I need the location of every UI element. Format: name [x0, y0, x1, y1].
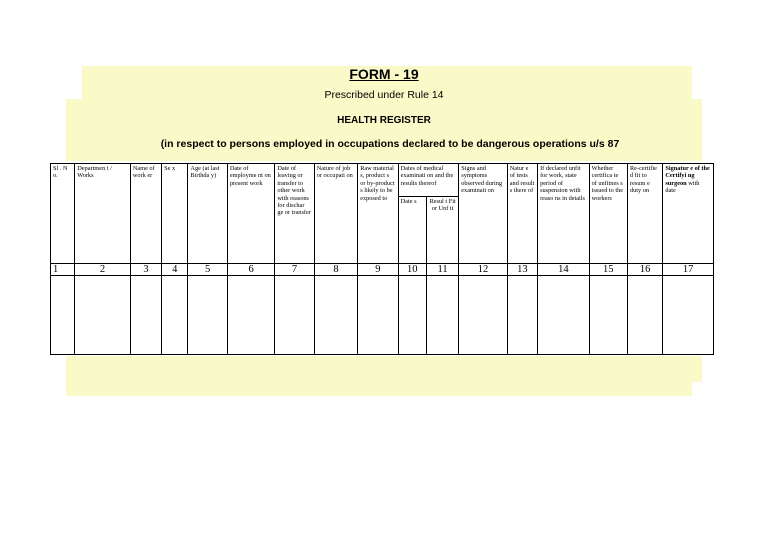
health-register-table [50, 163, 714, 355]
col-header-department: Departmen t / Works [75, 164, 131, 264]
band-bottom [66, 356, 702, 382]
col-header-age: Age (at last Birthda y) [188, 164, 227, 264]
col-number: 16 [627, 264, 662, 276]
col-number: 15 [589, 264, 627, 276]
entry-cell[interactable] [507, 276, 537, 355]
column-number-row [51, 264, 714, 276]
form-subtitle: Prescribed under Rule 14 [324, 89, 444, 101]
col-number: 9 [358, 264, 398, 276]
register-heading: HEALTH REGISTER [337, 115, 431, 126]
entry-row [51, 276, 714, 355]
entry-cell[interactable] [627, 276, 662, 355]
col-header-sex: Se x [162, 164, 188, 264]
col-number: 8 [314, 264, 357, 276]
col-number: 11 [426, 264, 458, 276]
signature-date-label: with date [665, 179, 700, 195]
col-header-dates-medical: Dates of medical examinati on and the results thereof [398, 164, 459, 197]
entry-cell[interactable] [314, 276, 357, 355]
entry-cell[interactable] [358, 276, 398, 355]
entry-cell[interactable] [426, 276, 458, 355]
col-number: 12 [459, 264, 508, 276]
header-row [51, 164, 714, 197]
col-number: 10 [398, 264, 426, 276]
band-middle [66, 99, 702, 161]
col-header-name: Name of work er [130, 164, 161, 264]
col-subheader-dates: Date s [398, 197, 426, 264]
col-number: 6 [227, 264, 275, 276]
col-header-certificate-unfitness: Whether certifica te of unfitnes s issued to the workers [589, 164, 627, 264]
entry-cell[interactable] [398, 276, 426, 355]
col-header-recertified: Re-certifie d fit to resum e duty on [627, 164, 662, 264]
entry-cell[interactable] [538, 276, 590, 355]
entry-cell[interactable] [275, 276, 314, 355]
entry-cell[interactable] [227, 276, 275, 355]
register-description: (in respect to persons employed in occupations declared to be dangerous operations u/s 87 [160, 138, 620, 150]
col-number: 14 [538, 264, 590, 276]
entry-cell[interactable] [130, 276, 161, 355]
col-header-signature [663, 164, 714, 264]
entry-cell[interactable] [51, 276, 75, 355]
col-number: 2 [75, 264, 131, 276]
col-number: 13 [507, 264, 537, 276]
entry-cell[interactable] [589, 276, 627, 355]
col-subheader-result: Resul t Fit or Unf it [426, 197, 458, 264]
col-header-signs-symptoms: Signs and symptoms observed during examinati on [459, 164, 508, 264]
col-header-sl-no: Sl . N o. [51, 164, 75, 264]
entry-cell[interactable] [75, 276, 131, 355]
col-header-date-employment: Date of employme nt on present work [227, 164, 275, 264]
col-number: 3 [130, 264, 161, 276]
col-number: 1 [51, 264, 75, 276]
col-header-unfit-period: If declared unfit for work, state period of suspension with reaso ns in details [538, 164, 590, 264]
col-number: 17 [663, 264, 714, 276]
entry-cell[interactable] [162, 276, 188, 355]
band-bottom-2 [66, 382, 692, 396]
col-header-date-leaving: Date of leaving or transfer to other work with reasons for dischar ge or transfer [275, 164, 314, 264]
entry-cell[interactable] [188, 276, 227, 355]
col-number: 4 [162, 264, 188, 276]
col-number: 7 [275, 264, 314, 276]
col-header-raw-materials: Raw material s, product s or by-product s likely to be exposed to [358, 164, 398, 264]
form-title: FORM - 19 [349, 66, 419, 82]
entry-cell[interactable] [459, 276, 508, 355]
col-header-nature-job: Nature of job or occupati on [314, 164, 357, 264]
signature-label: Signatur e of the Certifyi ng surgeon [665, 165, 710, 187]
entry-cell[interactable] [663, 276, 714, 355]
col-number: 5 [188, 264, 227, 276]
col-header-nature-tests: Natur e of tests and result s there of [507, 164, 537, 264]
